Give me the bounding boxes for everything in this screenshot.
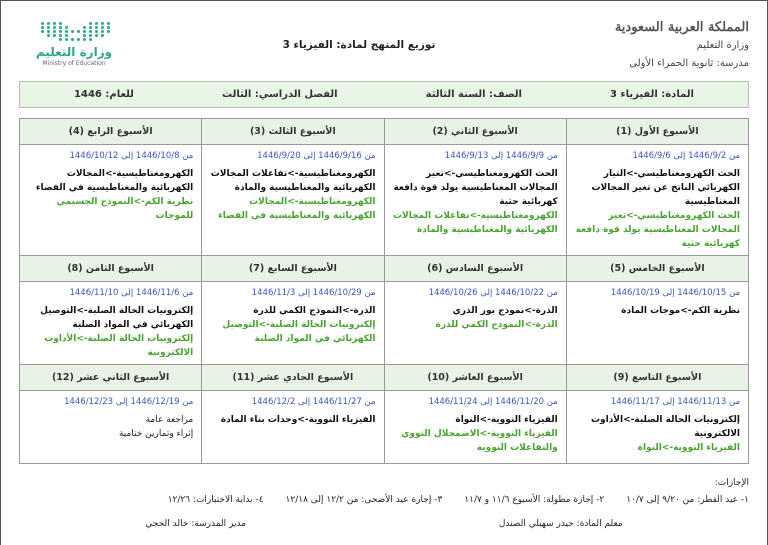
moe-dot [59, 26, 62, 29]
week-dates: من 1446/10/15 إلى 1446/10/19 [610, 288, 740, 298]
next-lesson-text: إلكترونيات الحالة الصلبة->التوصيل الكهربائي في المواد الصلبة [222, 320, 376, 344]
week-cell [384, 282, 566, 365]
info-subject: المادة: الفيزياء 3 [610, 89, 694, 100]
lesson-text: الفيزياء النووية->النواة [455, 415, 558, 425]
moe-dot [101, 30, 104, 33]
week-content-row [20, 391, 749, 464]
week-cell [384, 145, 566, 256]
moe-dot [89, 22, 92, 25]
next-lesson-text: إلكترونيات الحالة الصلبة->الأداوت الالكترونية [44, 334, 194, 358]
holiday-item: ٣- إجازة عيد الأضحى: من ١٢/٢ إلى ١٢/١٨ [285, 495, 443, 505]
principal-signature: مدير المدرسة: خالد الحجي [145, 519, 247, 529]
moe-dot [53, 34, 56, 37]
moe-dot [83, 30, 86, 33]
next-lesson-text: الفيزياء النووية->الاضمحلال النووي والتفاعلات النووية [401, 429, 558, 453]
moe-dot [59, 38, 62, 41]
moe-dot [53, 30, 56, 33]
week-title: الأسبوع الثاني عشر (12) [20, 365, 202, 391]
moe-dot [95, 26, 98, 29]
moe-dot [47, 30, 50, 33]
lesson-text: إلكترونيات الحالة الصلبة->التوصيل الكهربائي في المواد الصلبة [40, 306, 194, 330]
lesson-text: إلكترونيات الحالة الصلبة->الأداوت الالكترونية [590, 415, 740, 439]
moe-dot [53, 26, 56, 29]
ministry-label: وزارة التعليم [696, 40, 749, 51]
kingdom-calligraphy-logo: المملكة العربية السعودية [614, 20, 749, 35]
next-lesson-text: الفيزياء النووية->النواة [637, 443, 740, 453]
next-lesson-text: الكهرومغناطيسية->تفاعلات المجالات الكهربائية والمغناطيسية والمادة [392, 211, 558, 235]
week-title: الأسبوع الثالث (3) [202, 119, 384, 145]
week-cell [566, 391, 748, 464]
week-cell [202, 282, 384, 365]
moe-dot [47, 34, 50, 37]
week-dates: من 1446/11/13 إلى 1446/11/17 [610, 397, 740, 407]
document-title: توزيع المنهج لمادة: الفيزياء 3 [282, 39, 436, 51]
week-title: الأسبوع العاشر (10) [384, 365, 566, 391]
moe-dot [47, 22, 50, 25]
school-name: مدرسة: ثانوية الحمراء الأولى [629, 58, 749, 69]
week-dates: من 1446/9/16 إلى 1446/9/20 [257, 151, 376, 161]
moe-dot [83, 26, 86, 29]
holidays-section [19, 476, 749, 507]
week-title: الأسبوع الخامس (5) [566, 256, 748, 282]
moe-dot [89, 34, 92, 37]
week-cell [202, 391, 384, 464]
moe-dot [65, 38, 68, 41]
week-title: الأسبوع التاسع (9) [566, 365, 748, 391]
lesson-text: إثراء وتمارين ختامية [118, 429, 194, 439]
lesson-text: الفيزياء النووية->وحدات بناء المادة [220, 415, 376, 425]
week-cell [566, 145, 748, 256]
moe-dot [59, 34, 62, 37]
week-dates: من 1446/12/19 إلى 1446/12/23 [64, 397, 194, 407]
moe-dot [41, 30, 44, 33]
moe-dot [59, 22, 62, 25]
week-header-row [20, 119, 749, 145]
week-title: الأسبوع الثامن (8) [20, 256, 202, 282]
week-dates: من 1446/9/9 إلى 1446/9/13 [444, 151, 558, 161]
teacher-signature: معلم المادة: حيدر سهيلي الصندل [498, 519, 623, 529]
curriculum-table [19, 118, 749, 464]
moe-dot [107, 26, 110, 29]
next-lesson-text: نظرية الكم->النموذج الجسيمي للموجات [56, 197, 194, 221]
moe-dot [77, 30, 80, 33]
moe-dot [41, 26, 44, 29]
ministry-of-education-logo [19, 22, 129, 68]
moe-dot [107, 30, 110, 33]
holiday-item: ٢- إجازة مطولة: الأسبوع ١١/٦ و ١١/٧ [464, 495, 605, 505]
moe-dot [101, 26, 104, 29]
week-cell [566, 282, 748, 365]
week-dates: من 1446/11/20 إلى 1446/11/24 [428, 397, 558, 407]
week-title: الأسبوع الثاني (2) [384, 119, 566, 145]
moe-dot [53, 22, 56, 25]
week-dates: من 1446/10/29 إلى 1446/11/3 [251, 288, 376, 298]
holiday-item: ٤- بداية الاختبارات: ١٢/٢٦ [167, 495, 264, 505]
next-lesson-text: الذرة->النموذج الكمي للذرة [435, 320, 558, 330]
week-cell [202, 145, 384, 256]
moe-logo-arabic: وزارة التعليم [35, 45, 113, 59]
moe-dot [89, 38, 92, 41]
holiday-item: ١- عيد الفطر: من ٩/٢٠ إلى ١٠/٧ [626, 495, 749, 505]
week-header-row [20, 365, 749, 391]
week-header-row [20, 256, 749, 282]
page-header [19, 1, 749, 77]
info-year: للعام: 1446 [74, 89, 134, 100]
lesson-text: الذرة->النموذج الكمي للذرة [253, 306, 376, 316]
info-term: الفصل الدراسي: الثالث [222, 89, 338, 100]
week-dates: من 1446/11/27 إلى 1446/12/2 [251, 397, 376, 407]
moe-dot [89, 26, 92, 29]
moe-dot [101, 22, 104, 25]
moe-dot [41, 22, 44, 25]
week-title: الأسبوع السابع (7) [202, 256, 384, 282]
moe-dot [95, 34, 98, 37]
week-title: الأسبوع الرابع (4) [20, 119, 202, 145]
next-lesson-text: الحث الكهرومغناطيسي->تغير المجالات المغناطيسية يولد قوة دافعة كهربائية حثية [575, 211, 740, 249]
info-grade: الصف: السنة الثالثة [425, 89, 522, 100]
moe-dot [89, 30, 92, 33]
week-title: الأسبوع الحادي عشر (11) [202, 365, 384, 391]
week-dates: من 1446/11/6 إلى 1446/11/10 [69, 288, 194, 298]
moe-dot [59, 30, 62, 33]
lesson-text: الكهرومغناطيسية->المجالات الكهربائية والمغناطيسية في الفضاء [35, 169, 194, 193]
lesson-text: الذرة->نموذج بور الذري [452, 306, 558, 316]
week-dates: من 1446/10/22 إلى 1446/10/26 [428, 288, 558, 298]
moe-dot [71, 38, 74, 41]
week-content-row [20, 145, 749, 256]
course-info-bar [19, 81, 749, 108]
holidays-title: الإجازات: [714, 478, 749, 488]
moe-dot [65, 30, 68, 33]
moe-dot [101, 34, 104, 37]
moe-logo-english: Ministry of Education [42, 60, 106, 67]
holidays-list [19, 493, 749, 507]
moe-dot [83, 34, 86, 37]
moe-dot [95, 22, 98, 25]
next-lesson-text: الكهرومغناطيسية->المجالات الكهربائية والمغناطيسية في الفضاء [218, 197, 376, 221]
week-cell [20, 282, 202, 365]
signatures-row [19, 517, 749, 531]
week-cell [20, 391, 202, 464]
moe-dot [65, 26, 68, 29]
moe-dot [95, 30, 98, 33]
moe-dot [65, 34, 68, 37]
moe-dot [83, 38, 86, 41]
lesson-text: الكهرومغناطيسية->تفاعلات المجالات الكهربائية والمغناطيسية والمادة [210, 169, 376, 193]
week-cell [20, 145, 202, 256]
week-content-row [20, 282, 749, 365]
lesson-text: نظرية الكم->موجات المادة [621, 306, 740, 316]
kingdom-emblem [589, 19, 749, 71]
week-dates: من 1446/9/2 إلى 1446/9/6 [632, 151, 740, 161]
moe-dot [47, 26, 50, 29]
week-title: الأسبوع السادس (6) [384, 256, 566, 282]
week-title: الأسبوع الأول (1) [566, 119, 748, 145]
lesson-text: الحث الكهرومغناطيسي->تغير المجالات المغناطيسية يولد قوة دافعة كهربائية حثية [393, 169, 558, 207]
week-dates: من 1446/10/8 إلى 1446/10/12 [69, 151, 194, 161]
moe-dot [77, 38, 80, 41]
moe-dot [107, 22, 110, 25]
lesson-text: الحث الكهرومغناطيسي->التيار الكهربائي الناتج عن تغير المجالات المغناطيسية [591, 169, 740, 207]
moe-dot [71, 30, 74, 33]
moe-dots-icon [19, 22, 129, 41]
lesson-text: مراجعة عامة [145, 415, 194, 425]
week-cell [384, 391, 566, 464]
